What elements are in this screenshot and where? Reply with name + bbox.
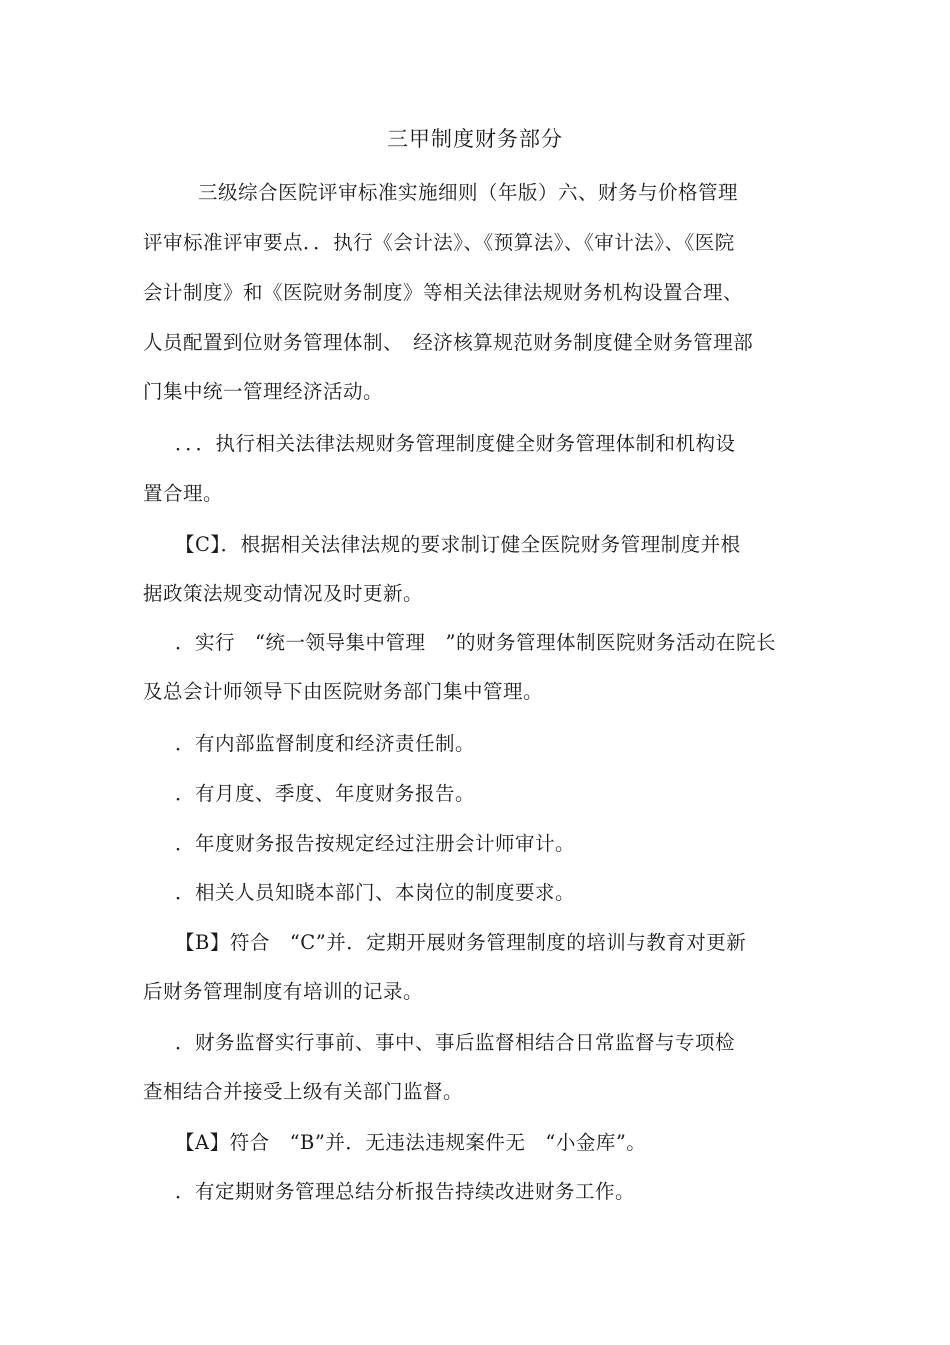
text-line: 及总会计师领导下由医院财务部门集中管理。 bbox=[143, 680, 544, 703]
text-line: 【A】符合 “B”并．无违法违规案件无 “小金库”。 bbox=[175, 1131, 647, 1154]
text-line: ．年度财务报告按规定经过注册会计师审计。 bbox=[175, 832, 576, 855]
text-line: 三级综合医院评审标准实施细则（年版）六、财务与价格管理 bbox=[198, 181, 739, 204]
text-line: ．财务监督实行事前、事中、事后监督相结合日常监督与专项检 bbox=[175, 1031, 736, 1054]
page-title: 三甲制度财务部分 bbox=[387, 127, 563, 151]
text-line: 人员配置到位财务管理体制、 经济核算规范财务制度健全财务管理部 bbox=[143, 331, 754, 354]
text-line: 门集中统一管理经济活动。 bbox=[143, 380, 384, 403]
text-line: 据政策法规变动情况及时更新。 bbox=[143, 582, 424, 605]
text-line: ．有内部监督制度和经济责任制。 bbox=[175, 732, 476, 755]
text-line: 【C】．根据相关法律法规的要求制订健全医院财务管理制度并根 bbox=[175, 533, 741, 556]
text-line: ．实行 “统一领导集中管理 ”的财务管理体制医院财务活动在院长 bbox=[175, 631, 776, 654]
text-line: ．．．执行相关法律法规财务管理制度健全财务管理体制和机构设 bbox=[175, 432, 736, 455]
text-line: ．相关人员知晓本部门、本岗位的制度要求。 bbox=[175, 881, 576, 904]
text-line: ．有定期财务管理总结分析报告持续改进财务工作。 bbox=[175, 1180, 636, 1203]
text-line: 查相结合并接受上级有关部门监督。 bbox=[143, 1080, 464, 1103]
text-line: ．有月度、季度、年度财务报告。 bbox=[175, 782, 476, 805]
text-line: 置合理。 bbox=[143, 482, 224, 505]
text-line: 评审标准评审要点．．执行《会计法》、《预算法》、《审计法》、《医院 bbox=[143, 231, 735, 254]
text-line: 会计制度》和《医院财务制度》等相关法律法规财务机构设置合理、 bbox=[143, 281, 744, 304]
text-line: 【B】符合 “C”并．定期开展财务管理制度的培训与教育对更新 bbox=[175, 931, 747, 954]
text-line: 后财务管理制度有培训的记录。 bbox=[143, 980, 424, 1003]
